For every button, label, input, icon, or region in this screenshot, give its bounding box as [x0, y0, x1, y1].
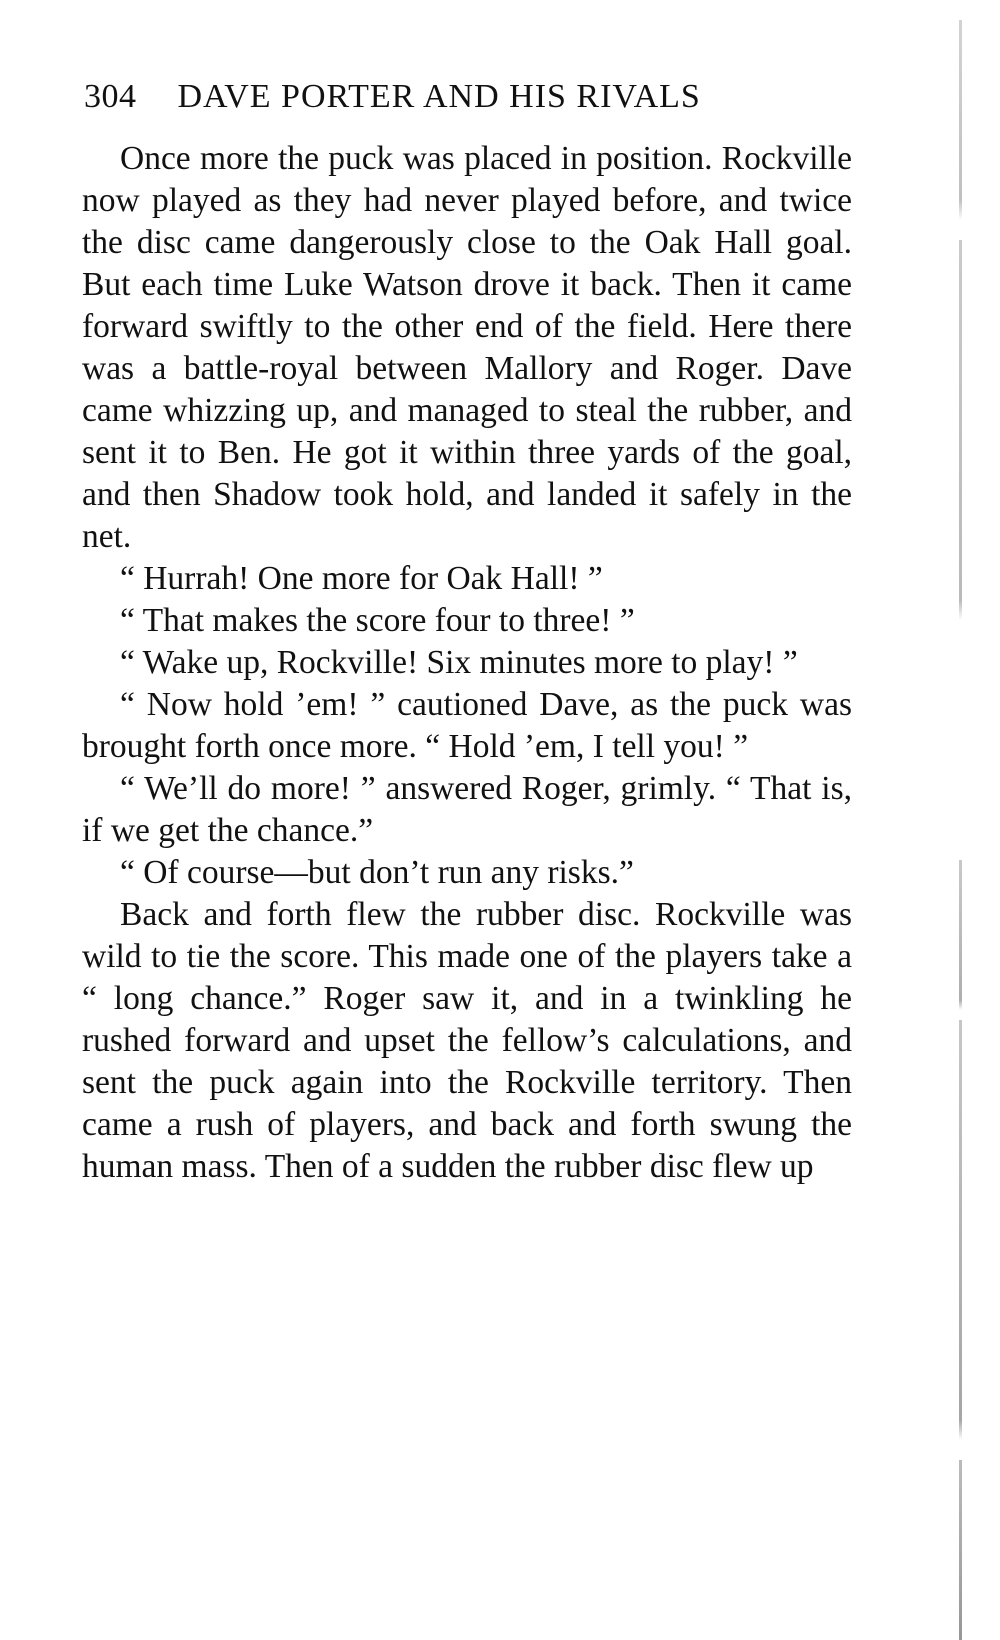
paragraph-4: “ Wake up, Rockville! Six minutes more to play! ” — [120, 644, 798, 681]
paragraph-6: “ We’ll do more! ” answered Roger, grimly. “ That is, if we get the chance.” — [82, 770, 852, 849]
paragraph-2: “ Hurrah! One more for Oak Hall! ” — [120, 560, 603, 597]
paragraph-1: Once more the puck was placed in position. Rockville now played as they had never played before, and twice the disc came dangerously close to the Oak Hall goal. But each time Luke Watson drove it back. Then it came forward swiftly to the other end of the field. Here there was a battle-royal between Mallory and Roger. Dave came whizzing up, and managed to steal the rubber, and sent it to Ben. He got it within three yards of the goal, and then Shadow took hold, and landed it safely in the net. — [82, 140, 852, 555]
running-head — [84, 78, 884, 128]
scan-page-edge — [959, 0, 962, 1640]
paragraph-8: Back and forth flew the rubber disc. Rockville was wild to tie the score. This made one of the players take a “ long chance.” Roger saw it, and in a twinkling he rushed forward and upset the fellow’s calculations, and sent the puck again into the Rockville territory. Then came a rush of players, and back and forth swung the human mass. Then of a sudden the rubber disc flew up — [82, 896, 852, 1185]
paragraph-5: “ Now hold ’em! ” cautioned Dave, as the puck was brought forth once more. “ Hold ’em, I tell you! ” — [82, 686, 852, 765]
body-text — [82, 138, 852, 1188]
page-number: 304 — [84, 78, 137, 115]
paragraph-3: “ That makes the score four to three! ” — [120, 602, 635, 639]
paragraph-7: “ Of course—but don’t run any risks.” — [120, 854, 634, 891]
running-title: DAVE PORTER AND HIS RIVALS — [177, 78, 701, 115]
